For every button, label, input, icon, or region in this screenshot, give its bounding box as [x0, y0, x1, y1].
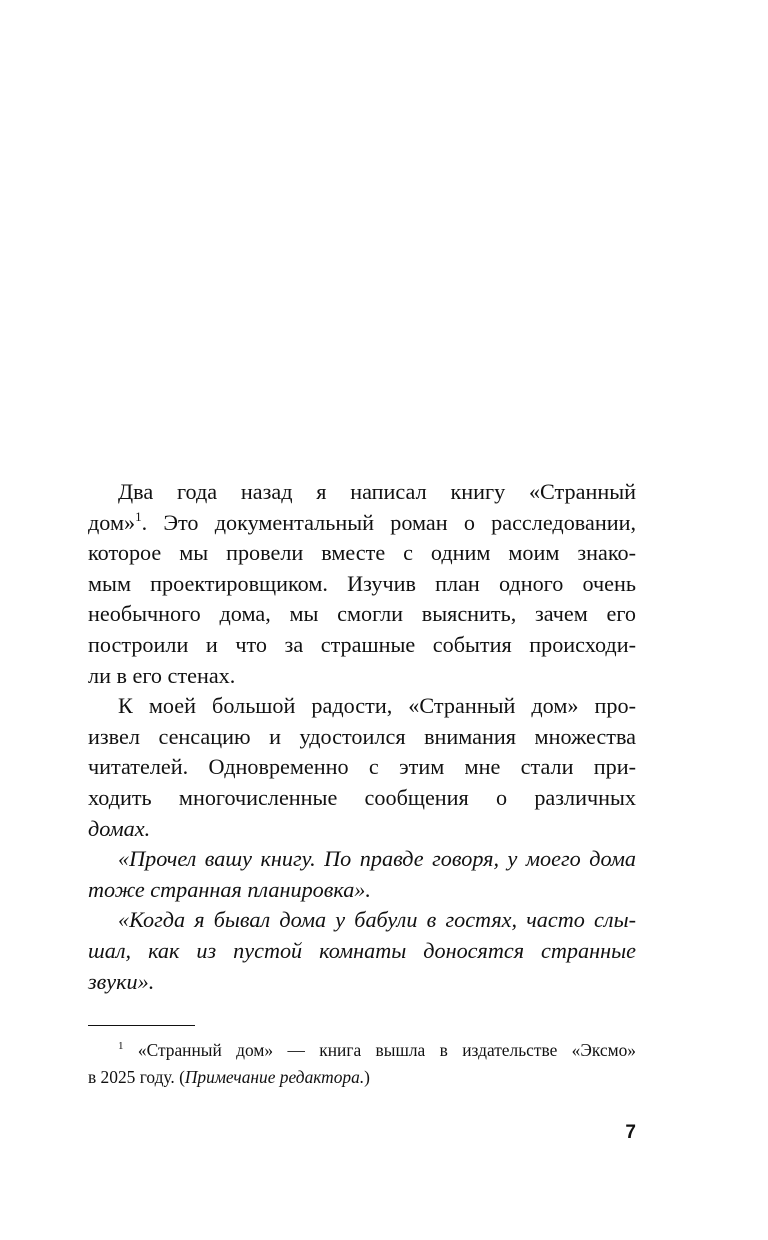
text-line: К моей большой радости, «Странный дом» про- [118, 693, 636, 719]
footnote [88, 1037, 636, 1091]
text-line: «Прочел вашу книгу. По правде говоря, у моего дома [118, 846, 636, 872]
footnote-text: в 2025 году. ( [88, 1067, 185, 1087]
text-line [88, 508, 636, 539]
footnote-separator [88, 1025, 195, 1026]
text-line: читателей. Одновременно с этим мне стали при- [88, 754, 636, 780]
footnote-line [88, 1037, 636, 1064]
footnote-line [88, 1064, 636, 1091]
text-line: домах. [88, 815, 151, 841]
main-text [88, 477, 636, 997]
text-line: мым проектировщиком. Изучив план одного очень [88, 570, 636, 596]
text-line: ходить многочисленные сообщения о различных [88, 784, 636, 810]
text-fragment: . Это документальный роман о расследовании, [141, 509, 636, 535]
page-number: 7 [625, 1122, 636, 1143]
footnote-editor-note: Примечание редактора. [184, 1067, 365, 1087]
footnote-marker: 1 [118, 1040, 124, 1052]
paragraph-2 [88, 691, 636, 844]
text-fragment: дом» [88, 509, 136, 535]
paragraph-1 [88, 477, 636, 691]
text-line: «Когда я бывал дома у бабули в гостях, часто слы- [118, 907, 636, 933]
paragraph-4-quote [88, 905, 636, 997]
text-line: Два года назад я написал книгу «Странный [118, 479, 636, 504]
text-line: звуки». [88, 968, 155, 994]
footnote-reference[interactable]: 1 [135, 508, 142, 524]
text-line: ли в его стенах. [88, 662, 236, 688]
text-line: построили и что за страшные события происходи- [88, 631, 636, 657]
text-line: необычного дома, мы смогли выяснить, зачем его [88, 601, 636, 627]
text-line: которое мы провели вместе с одним моим знако- [88, 540, 636, 566]
text-line: тоже странная планировка». [88, 876, 371, 902]
footnote-text: ) [364, 1067, 370, 1087]
footnote-text: «Странный дом» — книга вышла в издательстве «Эксмо» [137, 1040, 636, 1060]
text-line: шал, как из пустой комнаты доносятся странные [88, 937, 636, 963]
text-line: извел сенсацию и удостоился внимания множества [88, 723, 636, 749]
paragraph-3-quote [88, 844, 636, 905]
